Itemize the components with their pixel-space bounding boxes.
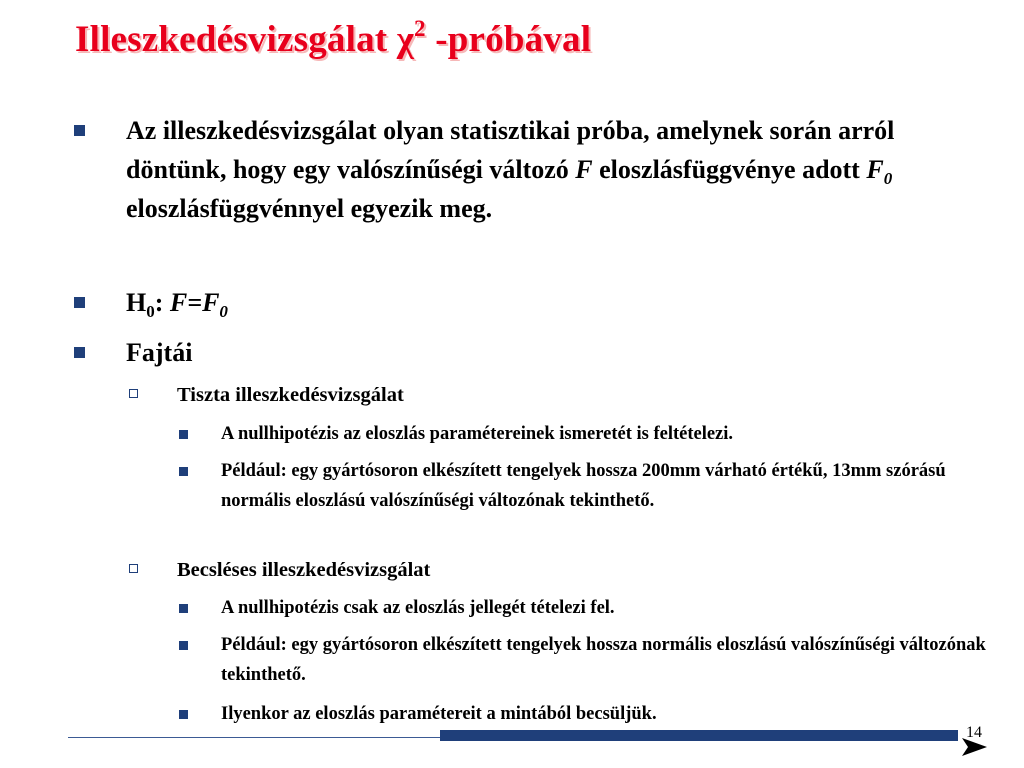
bullet-square-icon <box>179 467 188 476</box>
bullet-square-icon <box>74 125 85 136</box>
title-text-end: -próbával <box>425 19 592 60</box>
bullet-square-icon <box>179 430 188 439</box>
bullet-types <box>126 333 986 372</box>
list-item-text: A nullhipotézis csak az eloszlás jellegét tételezi fel. <box>221 598 615 618</box>
list-item <box>221 456 991 516</box>
title-text: Illeszkedésvizsgálat χ <box>75 19 415 60</box>
list-item <box>221 593 991 623</box>
hypothesis-equation: $F=F_0$ <box>169 288 228 321</box>
bullet-square-icon <box>74 347 85 358</box>
types-label: Fajtái <box>126 338 193 367</box>
bullet-definition <box>126 111 986 228</box>
definition-text-1: Az illeszkedésvizsgálat olyan statisztikai próba, amelynek során arról döntünk, hogy egy valószínűségi változó <box>126 116 895 184</box>
hypothesis-H-sub: 0 <box>146 302 155 321</box>
bullet-hollow-square-icon <box>129 389 138 398</box>
next-arrow-icon[interactable] <box>960 736 988 758</box>
list-item-text: Például: egy gyártósoron elkészített tengelyek hossza normális eloszlású valószínűségi változónak tekinthető. <box>221 635 986 685</box>
list-item <box>221 630 991 690</box>
footer-bar <box>440 730 958 741</box>
title-superscript: 2 <box>414 16 426 41</box>
list-item-text: Például: egy gyártósoron elkészített tengelyek hossza 200mm várható értékű, 13mm szórású normális eloszlású valószínűségi változónak tekinthető. <box>221 461 946 511</box>
bullet-square-icon <box>74 297 85 308</box>
list-item <box>221 419 991 449</box>
bullet-hollow-square-icon <box>129 564 138 573</box>
bullet-square-icon <box>179 604 188 613</box>
pure-test-heading: Tiszta illeszkedésvizsgálat <box>177 384 404 406</box>
list-item-text: A nullhipotézis az eloszlás paramétereinek ismeretét is feltételezi. <box>221 424 734 444</box>
definition-text-3: eloszlásfüggvénnyel egyezik meg. <box>126 194 493 223</box>
subbullet-estimated-test <box>177 555 987 585</box>
definition-text-2: eloszlásfüggvénye adott <box>592 155 867 184</box>
bullet-hypothesis <box>126 283 986 322</box>
page-number: 14 <box>966 724 982 741</box>
list-item <box>221 699 991 729</box>
definition-var-F0: $F_0$ <box>866 155 893 188</box>
subbullet-pure-test <box>177 380 987 410</box>
bullet-square-icon <box>179 710 188 719</box>
definition-var-F: F <box>575 155 593 184</box>
estimated-test-heading: Becsléses illeszkedésvizsgálat <box>177 559 431 581</box>
list-item-text: Ilyenkor az eloszlás paramétereit a mintából becsüljük. <box>221 704 657 724</box>
bullet-square-icon <box>179 641 188 650</box>
footer-divider <box>68 737 440 738</box>
hypothesis-colon: : <box>154 288 170 317</box>
hypothesis-H: H <box>126 288 147 317</box>
